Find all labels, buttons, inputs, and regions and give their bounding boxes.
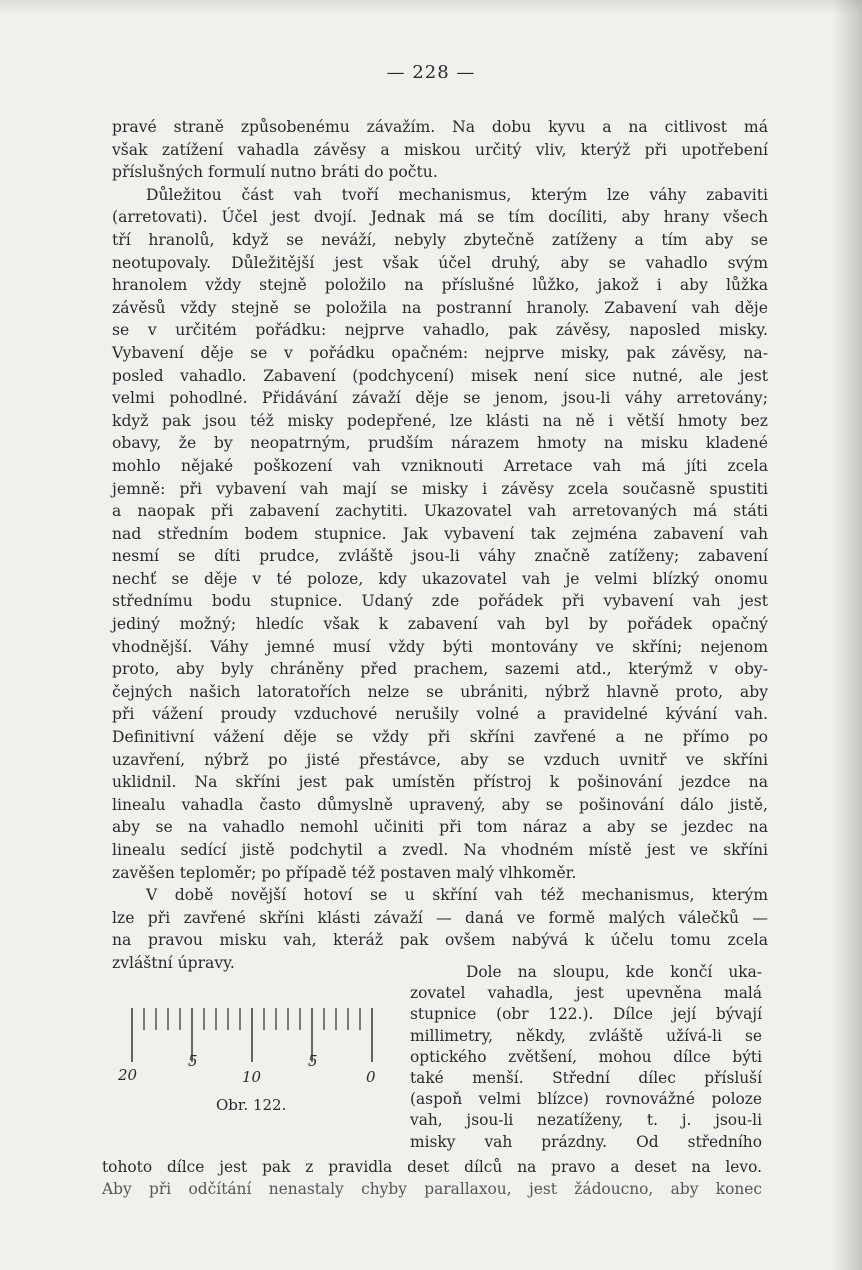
text-line: nechť se děje v té poloze, kdy ukazovatel vah je velmi blízký onomu [112, 569, 768, 588]
text-line: střednímu bodu stupnice. Udaný zde pořádek při vybavení vah jest [112, 592, 768, 611]
text-line: tohoto dílce jest pak z pravidla deset dílců na pravo a deset na levo. [102, 1158, 762, 1176]
side-text-block [410, 962, 762, 1153]
bottom-text-block [102, 1156, 762, 1200]
text-line: čejných našich latoratořích nelze se ubrániti, nýbrž hlavně proto, aby [112, 682, 768, 701]
text-line: závěsů vždy stejně se položila na postranní hranoly. Zabavení vah děje [112, 298, 768, 317]
text-line: neotupovaly. Důležitější jest však účel druhý, aby se vahadlo svým [112, 253, 768, 272]
text-line: uklidnil. Na skříni jest pak umístěn přístroj k pošinování jezdce na [112, 773, 768, 792]
text-line: aby se na vahadlo nemohl učiniti při tom náraz a aby se jezdec na [112, 818, 768, 837]
text-line: pravé straně způsobenému závažím. Na dobu kyvu a na citlivost má [112, 118, 768, 136]
text-line: obavy, že by neopatrným, prudším nárazem hmoty na misku kladené [112, 434, 768, 453]
text-line: (aspoň velmi blízce) rovnovážné poloze [410, 1090, 762, 1109]
text-line: nad středním bodem stupnice. Jak vybavení tak zejména zabavení vah [112, 524, 768, 543]
text-line: vah, jsou-li nezatíženy, t. j. jsou-li [410, 1111, 762, 1130]
text-line: vhodnější. Váhy jemné musí vždy býti montovány ve skříni; nejenom [112, 637, 768, 656]
text-line: zavěšen teploměr; po případě též postaven malý vlhkoměr. [112, 863, 577, 882]
text-line: stupnice (obr 122.). Dílce její bývají [410, 1005, 762, 1024]
text-line: na pravou misku vah, kteráž pak ovšem nabývá k účelu tomu zcela [112, 931, 768, 950]
text-line: optického zvětšení, mohou dílce býti [410, 1047, 762, 1066]
text-line: hranolem vždy stejně položilo na příslušné lůžko, jakož i aby lůžka [112, 276, 768, 295]
page-edge-shadow-top [0, 0, 862, 14]
page-edge-shadow-right [832, 0, 862, 1270]
text-line: lze při zavřené skříni klásti závaží — daná ve formě malých válečků — [112, 908, 768, 927]
text-line: uzavření, nýbrž po jisté přestávce, aby se vzduch uvnitř ve skříni [112, 750, 768, 769]
page-number: — 228 — [386, 62, 476, 83]
scale-label: 20 [118, 1066, 138, 1084]
text-line: nesmí se díti prudce, zvláště jsou-li váhy značně zatíženy; zabavení [112, 547, 768, 566]
text-line: když pak jsou též misky podepřené, lze klásti na ně i větší hmoty bez [112, 411, 768, 430]
text-line: linealu sedící jistě podchytil a zvedl. Na vhodném místě jest ve skříni [112, 841, 768, 859]
scale-label: 5 [308, 1052, 318, 1070]
text-line: misky vah prázdny. Od středního [410, 1132, 762, 1151]
text-line: a naopak při zabavení zachytiti. Ukazovatel vah arretovaných má státi [112, 502, 768, 521]
text-line: millimetry, někdy, zvláště užívá-li se [410, 1026, 762, 1045]
scale-label: 10 [242, 1068, 262, 1086]
text-line: linealu vahadla často důmyslně upravený, aby se pošinování dálo jistě, [112, 795, 768, 814]
text-line: proto, aby byly chráněny před prachem, sazemi atd., kterýmž v oby- [112, 660, 768, 679]
scale-label: 0 [366, 1068, 376, 1086]
text-line: však zatížení vahadla závěsy a miskou určitý vliv, kterýž při upotřebení [112, 140, 768, 159]
text-line: Definitivní vážení děje se vždy při skříni zavřené a ne přímo po [112, 728, 768, 747]
text-line: tří hranolů, když se neváží, nebyly zbytečně zatíženy a tím aby se [112, 230, 768, 249]
figure-caption: Obr. 122. [216, 1096, 287, 1114]
text-line: posled vahadlo. Zabavení (podchycení) misek není sice nutné, ale jest [112, 366, 768, 385]
text-line: jemně: při vybavení vah mají se misky i závěsy zcela současně spustiti [112, 479, 768, 498]
figure-scale [110, 1000, 400, 1130]
text-line: zvláštní úpravy. [112, 953, 235, 972]
text-line: také menší. Střední dílec přísluší [410, 1068, 762, 1087]
text-line: Vybavení děje se v pořádku opačném: nejprve misky, pak závěsy, na- [112, 343, 768, 362]
text-line: se v určitém pořádku: nejprve vahadlo, pak závěsy, naposled misky. [112, 321, 768, 340]
text-line: velmi pohodlné. Přidávání závaží děje se jenom, jsou-li váhy arretovány; [112, 389, 768, 408]
text-line: jediný možný; hledíc však k zabavení vah byl by pořádek opačný [112, 615, 768, 634]
text-line: při vážení proudy vzduchové nerušily volné a pravidelné kývání vah. [112, 705, 768, 724]
main-text-block [112, 116, 768, 975]
text-line: (arretovati). Účel jest dvojí. Jednak má se tím docíliti, aby hrany všech [112, 208, 768, 227]
text-line: zovatel vahadla, jest upevněna malá [410, 984, 762, 1003]
text-line: Aby při odčítání nenastaly chyby parallaxou, jest žádoucno, aby konec [102, 1180, 762, 1198]
scale-label: 5 [188, 1052, 198, 1070]
text-line: mohlo nějaké poškození vah vzniknouti Arretace vah má jíti zcela [112, 456, 768, 475]
text-line: Důležitou část vah tvoří mechanismus, kterým lze váhy zabaviti [146, 185, 768, 204]
text-line: Dole na sloupu, kde končí uka- [466, 963, 762, 981]
text-line: příslušných formulí nutno bráti do počtu. [112, 163, 438, 182]
text-line: V době novější hotoví se u skříní vah též mechanismus, kterým [146, 886, 768, 905]
